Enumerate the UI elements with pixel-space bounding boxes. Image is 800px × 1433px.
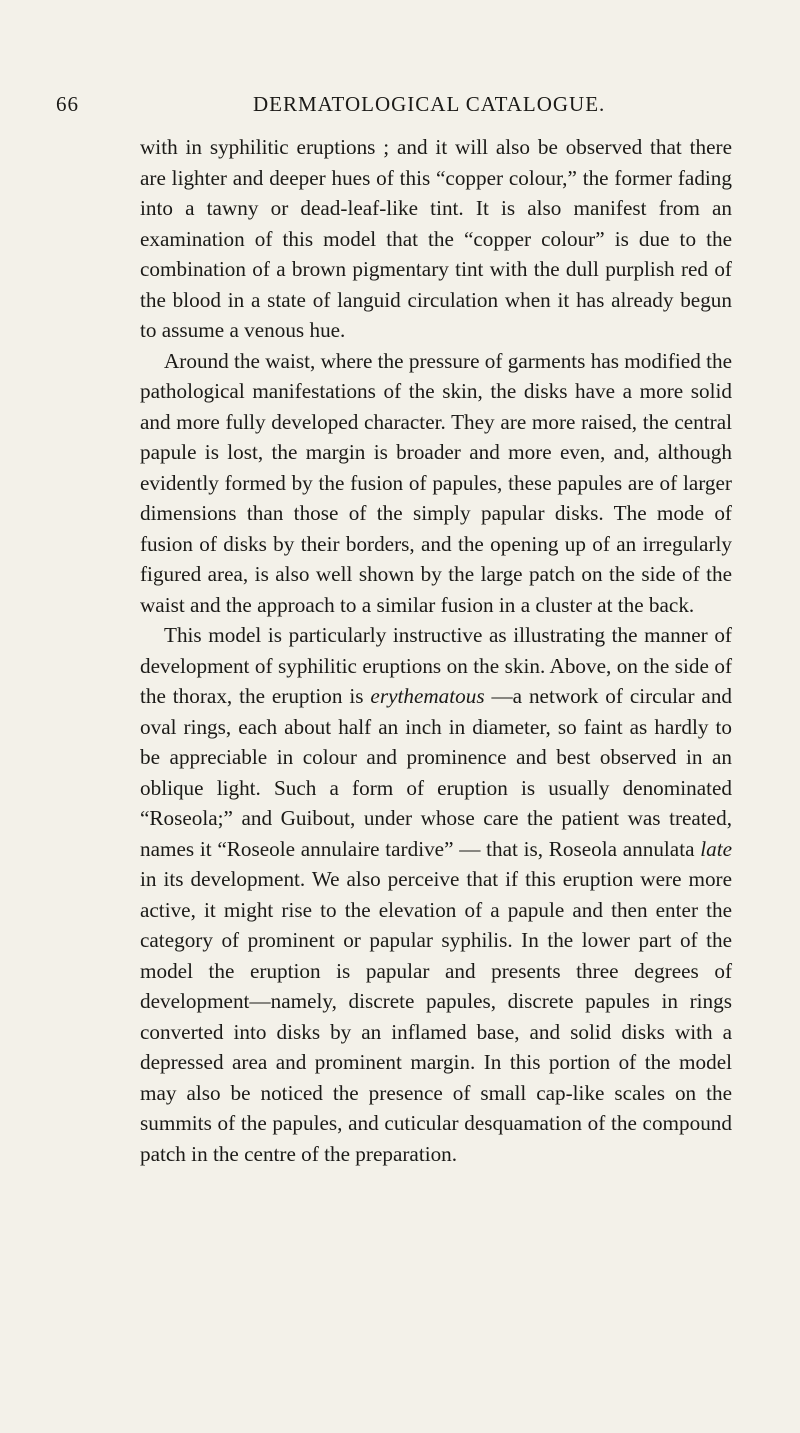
paragraph-1: with in syphilitic eruptions ; and it will also be observed that there are lighter and deeper hues of this “copper colour,” the former fading into a tawny or dead-leaf-like tint. It is also manifest from an examination of this model that the “copper colour” is due to the combination of a brown pigmentary tint with the dull purplish red of the blood in a state of languid circulation when it has already begun to assume a venous hue. (140, 135, 732, 342)
page-header (56, 84, 756, 124)
paragraph-2: Around the waist, where the pressure of garments has modified the pathological manifestations of the skin, the disks have a more solid and more fully developed character. They are more raised, the central papule is lost, the margin is broader and more even, and, although evidently formed by the fusion of papules, these papules are of larger dimensions than those of the simply papular disks. The mode of fusion of disks by their borders, and the opening up of an irregularly figured area, is also well shown by the large patch on the side of the waist and the approach to a similar fusion in a cluster at the back. (140, 348, 732, 617)
paragraph-3-part-3: in its development. We also perceive that if this eruption were more active, it might rise to the elevation of a papule and then enter the category of prominent or papular syphilis. In the lower part of the model the eruption is papular and presents three degrees of development—namely, discrete papules, discrete papules in rings converted into disks by an inflamed base, and solid disks with a depressed area and prominent margin. In this portion of the model may also be noticed the presence of small cap-like scales on the summits of the papules, and cuticular desquamation of the compound patch in the centre of the preparation. (140, 867, 732, 1166)
running-title: DERMATOLOGICAL CATALOGUE. (253, 92, 606, 116)
paragraph-3-part-1: This model is particularly instructive as illustrating the manner of development of syphilitic eruptions on the skin. Above, on the side of the thorax, the eruption is (140, 623, 732, 708)
paragraph-3 (140, 620, 732, 1169)
paragraph-3-part-2: —a network of circular and oval rings, each about half an inch in diameter, so faint as hardly to be appreciable in colour and prominence and best observed in an oblique light. Such a form of eruption is usually denominated “Roseola;” and Guibout, under whose care the patient was treated, names it “Roseole annulaire tardive” — that is, Roseola annulata (140, 684, 733, 861)
italic-late: late (700, 836, 732, 861)
page-number: 66 (56, 92, 79, 116)
italic-erythematous: erythematous (370, 684, 485, 708)
body-text (140, 132, 732, 1169)
